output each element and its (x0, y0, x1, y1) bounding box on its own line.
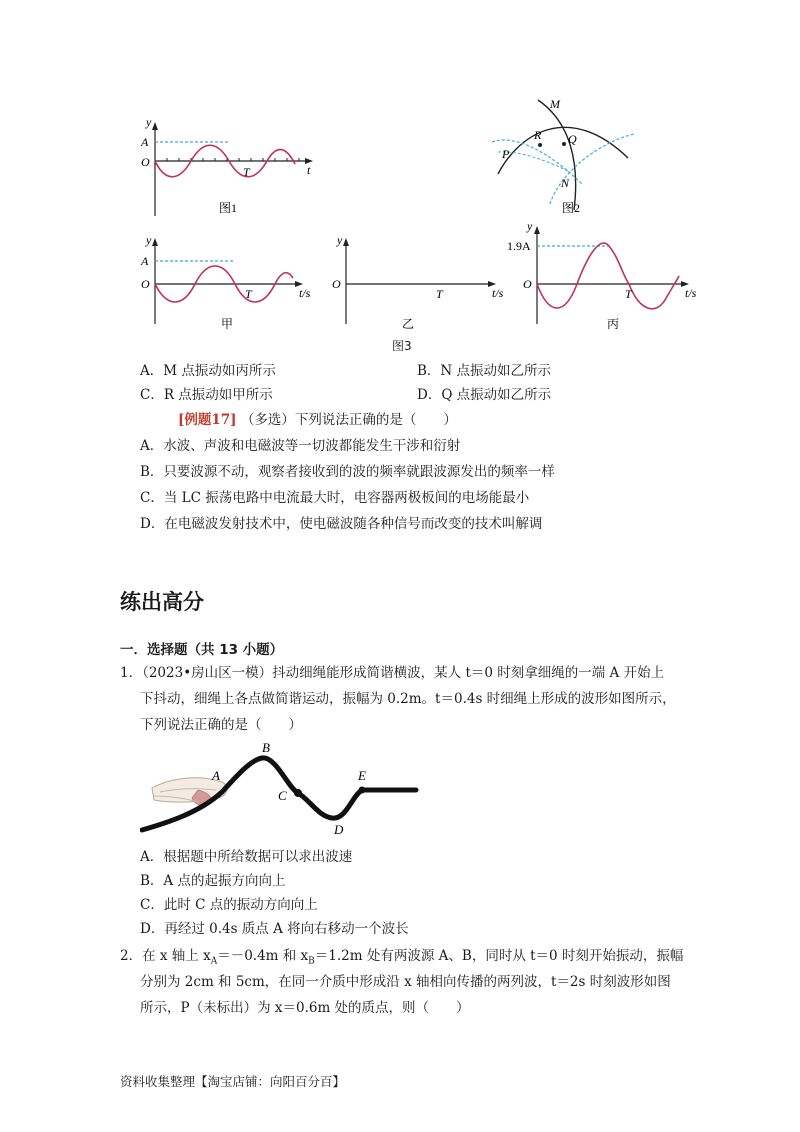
q2-line1-mid: ＝－0.4m 和 x (217, 948, 309, 964)
fig2-caption: 图2 (562, 201, 581, 215)
fig1-a-label: A (141, 135, 149, 149)
figure-2 (490, 92, 640, 222)
fig3-yi-caption: 乙 (402, 317, 415, 331)
rope-d-label: D (334, 822, 344, 837)
q1-option-d: D．再经过 0.4s 质点 A 将向右移动一个波长 (140, 921, 409, 937)
fig3-bing-ts-label: t/s (685, 286, 697, 300)
page-footer: 资料收集整理【淘宝店铺：向阳百分百】 (120, 1074, 346, 1089)
q1-option-a: A．根据题中所给数据可以求出波速 (140, 849, 353, 865)
example-17-option-d: D．在电磁波发射技术中，使电磁波随各种信号而改变的技术叫解调 (140, 516, 543, 532)
q1-stem-line-2: 下抖动，细绳上各点做简谐运动，振幅为 0.2m。t＝0.4s 时细绳上形成的波形如图所示， (140, 691, 676, 707)
fig1-t-axis-label: t (307, 163, 311, 177)
q1-option-b: B．A 点的起振方向向上 (140, 873, 286, 889)
example-17-stem (178, 411, 457, 430)
q2-stem-line-2: 分别为 2cm 和 5cm，在同一介质中形成沿 x 轴相向传播的两列波，t＝2s 时刻波形如图 (140, 974, 671, 990)
q1-option-c: C．此时 C 点的振动方向向上 (140, 897, 318, 913)
example-17-option-b: B．只要波源不动，观察者接收到的波的频率就跟波源发出的频率一样 (140, 464, 555, 480)
q2-line1-post: ＝1.2m 处有两波源 A、B，同时从 t＝0 时刻开始振动，振幅 (314, 948, 684, 964)
q2-sub-b: B (308, 956, 315, 967)
fig1-y-label: y (146, 115, 152, 129)
figure-3-bing-graph (505, 218, 705, 332)
fig3-jia-caption: 甲 (221, 317, 234, 331)
fig3-jia-ts-label: t/s (299, 286, 311, 300)
figure-3-yi-graph (330, 232, 515, 332)
section-choice-questions: 一．选择题（共 13 小题） (120, 642, 284, 658)
fig3-bing-wave (537, 243, 679, 309)
fig1-o-label: O (141, 155, 150, 169)
q2-line1-pre: 2．在 x 轴上 x (120, 948, 211, 964)
fig2-r-label: R (534, 128, 542, 142)
fig3-jia-a-label: A (141, 254, 149, 268)
fig3-jia-o-label: O (141, 277, 150, 291)
fig3-bing-o-label: O (523, 277, 532, 291)
q16-option-c: C．R 点振动如甲所示 (140, 387, 273, 403)
fig3-yi-y-label: y (337, 233, 343, 247)
rope-wave-graph (140, 738, 420, 838)
fig3-bing-y-label: y (527, 219, 533, 233)
rope-a-label: A (212, 768, 220, 783)
q2-stem-line-1 (120, 947, 683, 972)
fig1-t-period-label: T (243, 165, 250, 179)
fig2-m-label: M (550, 97, 560, 111)
practice-heading: 练出高分 (120, 590, 204, 614)
q16-option-d: D．Q 点振动如乙所示 (417, 387, 552, 403)
fig2-q-label: Q (568, 132, 577, 146)
fig3-bing-caption: 丙 (607, 317, 620, 331)
fig2-p-label: P (502, 147, 510, 161)
fig3-yi-o-label: O (332, 277, 341, 291)
rope-e-label: E (358, 768, 366, 783)
example-17-option-c: C．当 LC 振荡电路中电流最大时，电容器两极板间的电场能最小 (140, 490, 530, 506)
fig1-caption: 图1 (219, 201, 238, 215)
fig3-jia-t-label: T (245, 287, 252, 301)
fig3-bing-t-label: T (625, 287, 632, 301)
example-17-option-a: A．水波、声波和电磁波等一切波都能发生干涉和衍射 (140, 438, 461, 454)
q16-option-b: B．N 点振动如乙所示 (417, 363, 552, 379)
figure-3-yi (330, 232, 515, 332)
figure-2-graph (490, 92, 640, 222)
figure-3-caption: 图3 (392, 339, 412, 353)
fig3-bing-a-label: 1.9A (507, 239, 531, 253)
rope-b-label: B (262, 740, 270, 755)
example-17-question: （多选）下列说法正确的是（ ） (240, 412, 457, 428)
fig3-yi-ts-label: t/s (492, 286, 504, 300)
q16-option-a: A．M 点振动如丙所示 (140, 363, 276, 379)
q1-stem-line-3: 下列说法正确的是（ ） (140, 717, 302, 733)
q1-stem-line-1: 1．（2023•房山区一模）抖动细绳能形成简谐横波，某人 t＝0 时刻拿细绳的一端 A 开始上 (120, 665, 665, 681)
fig3-yi-t-label: T (436, 287, 443, 301)
figure-1-graph (135, 112, 325, 222)
fig3-jia-y-label: y (146, 233, 152, 247)
rope-c-label: C (278, 788, 287, 803)
rope-wave-figure (140, 738, 420, 838)
figure-3-jia (135, 232, 320, 332)
q2-stem-line-3: 所示，P（未标出）为 x＝0.6m 处的质点，则（ ） (140, 1000, 470, 1016)
example-17-tag: [例题17] (178, 412, 237, 428)
fig2-n-label: N (561, 176, 570, 190)
q2-sub-a: A (210, 956, 218, 967)
figure-1 (135, 112, 325, 222)
figure-3-bing (505, 218, 705, 332)
figure-3-jia-graph (135, 232, 320, 332)
